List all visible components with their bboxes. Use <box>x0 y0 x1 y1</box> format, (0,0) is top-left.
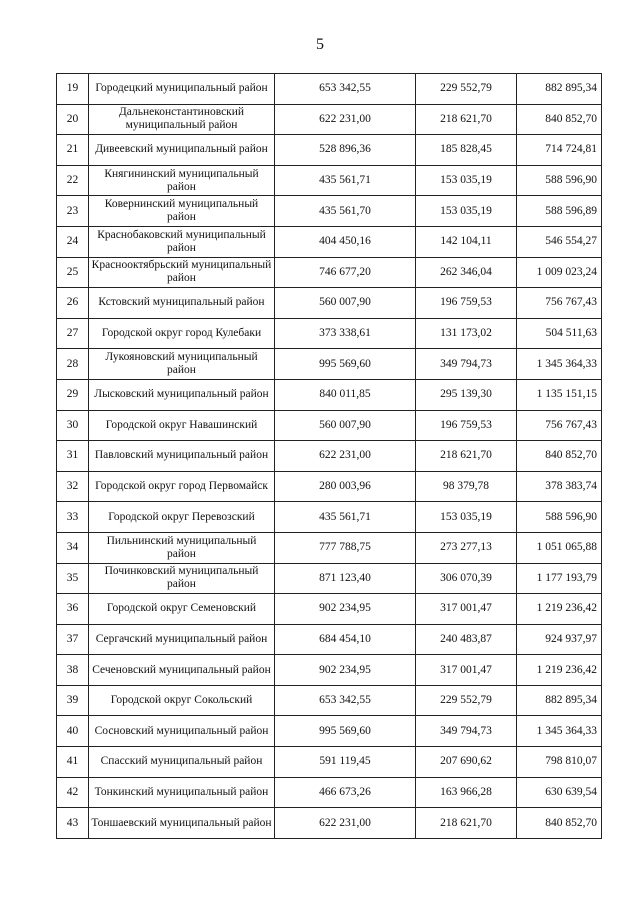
row-number-cell: 40 <box>57 716 89 747</box>
row-number-cell: 19 <box>57 74 89 105</box>
municipality-name-cell: Починковский муниципальный район <box>89 563 275 594</box>
amount-1-cell: 746 677,20 <box>275 257 416 288</box>
amount-2-cell: 306 070,39 <box>416 563 517 594</box>
amount-2-cell: 229 552,79 <box>416 685 517 716</box>
municipality-name-cell: Краснобаковский муниципальный район <box>89 226 275 257</box>
municipality-name-cell: Тоншаевский муниципальный район <box>89 808 275 839</box>
table-row <box>57 471 602 502</box>
municipality-name-cell: Сеченовский муниципальный район <box>89 655 275 686</box>
table-row <box>57 532 602 563</box>
amount-1-cell: 591 119,45 <box>275 747 416 778</box>
amount-1-cell: 684 454,10 <box>275 624 416 655</box>
total-amount-cell: 588 596,90 <box>517 502 602 533</box>
municipality-name-cell: Княгининский муниципальный район <box>89 165 275 196</box>
table-row <box>57 288 602 319</box>
total-amount-cell: 1 345 364,33 <box>517 716 602 747</box>
row-number-cell: 23 <box>57 196 89 227</box>
amount-2-cell: 349 794,73 <box>416 349 517 380</box>
total-amount-cell: 546 554,27 <box>517 226 602 257</box>
amount-2-cell: 131 173,02 <box>416 318 517 349</box>
amount-2-cell: 153 035,19 <box>416 196 517 227</box>
table-row <box>57 257 602 288</box>
amount-2-cell: 273 277,13 <box>416 532 517 563</box>
municipality-name-cell: Городской округ Навашинский <box>89 410 275 441</box>
municipality-name-cell: Спасский муниципальный район <box>89 747 275 778</box>
amount-2-cell: 317 001,47 <box>416 655 517 686</box>
row-number-cell: 39 <box>57 685 89 716</box>
total-amount-cell: 1 009 023,24 <box>517 257 602 288</box>
row-number-cell: 21 <box>57 135 89 166</box>
total-amount-cell: 840 852,70 <box>517 441 602 472</box>
allocation-table <box>56 73 602 839</box>
total-amount-cell: 882 895,34 <box>517 74 602 105</box>
amount-2-cell: 185 828,45 <box>416 135 517 166</box>
row-number-cell: 33 <box>57 502 89 533</box>
total-amount-cell: 1 219 236,42 <box>517 594 602 625</box>
row-number-cell: 38 <box>57 655 89 686</box>
amount-2-cell: 295 139,30 <box>416 379 517 410</box>
municipality-name-cell: Сергачский муниципальный район <box>89 624 275 655</box>
amount-1-cell: 840 011,85 <box>275 379 416 410</box>
total-amount-cell: 714 724,81 <box>517 135 602 166</box>
municipality-name-cell: Городской округ Семеновский <box>89 594 275 625</box>
total-amount-cell: 756 767,43 <box>517 410 602 441</box>
table-row <box>57 624 602 655</box>
table-row <box>57 104 602 135</box>
row-number-cell: 26 <box>57 288 89 319</box>
amount-1-cell: 373 338,61 <box>275 318 416 349</box>
table-row <box>57 655 602 686</box>
municipality-name-cell: Городской округ Сокольский <box>89 685 275 716</box>
table-row <box>57 441 602 472</box>
table-row <box>57 135 602 166</box>
total-amount-cell: 588 596,90 <box>517 165 602 196</box>
amount-2-cell: 98 379,78 <box>416 471 517 502</box>
amount-1-cell: 435 561,71 <box>275 502 416 533</box>
municipality-name-cell: Краснооктябрьский муниципальный район <box>89 257 275 288</box>
total-amount-cell: 1 219 236,42 <box>517 655 602 686</box>
row-number-cell: 27 <box>57 318 89 349</box>
municipality-name-cell: Пильнинский муниципальный район <box>89 532 275 563</box>
total-amount-cell: 1 177 193,79 <box>517 563 602 594</box>
amount-2-cell: 317 001,47 <box>416 594 517 625</box>
row-number-cell: 25 <box>57 257 89 288</box>
amount-1-cell: 435 561,71 <box>275 165 416 196</box>
municipality-name-cell: Городецкий муниципальный район <box>89 74 275 105</box>
amount-1-cell: 560 007,90 <box>275 410 416 441</box>
table-row <box>57 747 602 778</box>
amount-1-cell: 622 231,00 <box>275 104 416 135</box>
amount-1-cell: 871 123,40 <box>275 563 416 594</box>
amount-1-cell: 435 561,70 <box>275 196 416 227</box>
amount-1-cell: 995 569,60 <box>275 349 416 380</box>
amount-2-cell: 229 552,79 <box>416 74 517 105</box>
total-amount-cell: 840 852,70 <box>517 104 602 135</box>
row-number-cell: 34 <box>57 532 89 563</box>
row-number-cell: 37 <box>57 624 89 655</box>
amount-1-cell: 653 342,55 <box>275 74 416 105</box>
amount-1-cell: 622 231,00 <box>275 441 416 472</box>
total-amount-cell: 840 852,70 <box>517 808 602 839</box>
table-row <box>57 563 602 594</box>
amount-2-cell: 196 759,53 <box>416 288 517 319</box>
total-amount-cell: 882 895,34 <box>517 685 602 716</box>
amount-1-cell: 902 234,95 <box>275 655 416 686</box>
total-amount-cell: 798 810,07 <box>517 747 602 778</box>
amount-1-cell: 653 342,55 <box>275 685 416 716</box>
amount-2-cell: 142 104,11 <box>416 226 517 257</box>
amount-1-cell: 995 569,60 <box>275 716 416 747</box>
municipality-name-cell: Дальнеконстантиновский муниципальный район <box>89 104 275 135</box>
row-number-cell: 31 <box>57 441 89 472</box>
total-amount-cell: 630 639,54 <box>517 777 602 808</box>
table-body <box>57 74 602 839</box>
municipality-name-cell: Городской округ город Кулебаки <box>89 318 275 349</box>
municipality-name-cell: Сосновский муниципальный район <box>89 716 275 747</box>
table-row <box>57 74 602 105</box>
table-row <box>57 777 602 808</box>
table-row <box>57 165 602 196</box>
amount-1-cell: 902 234,95 <box>275 594 416 625</box>
table-row <box>57 716 602 747</box>
total-amount-cell: 1 345 364,33 <box>517 349 602 380</box>
municipality-name-cell: Городской округ Перевозский <box>89 502 275 533</box>
total-amount-cell: 588 596,89 <box>517 196 602 227</box>
amount-2-cell: 153 035,19 <box>416 502 517 533</box>
municipality-name-cell: Павловский муниципальный район <box>89 441 275 472</box>
total-amount-cell: 756 767,43 <box>517 288 602 319</box>
table-row <box>57 594 602 625</box>
municipality-name-cell: Тонкинский муниципальный район <box>89 777 275 808</box>
table-row <box>57 196 602 227</box>
row-number-cell: 22 <box>57 165 89 196</box>
table-row <box>57 318 602 349</box>
amount-1-cell: 560 007,90 <box>275 288 416 319</box>
amount-1-cell: 622 231,00 <box>275 808 416 839</box>
amount-1-cell: 777 788,75 <box>275 532 416 563</box>
page-number: 5 <box>316 36 324 53</box>
row-number-cell: 36 <box>57 594 89 625</box>
row-number-cell: 42 <box>57 777 89 808</box>
table-row <box>57 379 602 410</box>
table-row <box>57 502 602 533</box>
amount-1-cell: 404 450,16 <box>275 226 416 257</box>
total-amount-cell: 378 383,74 <box>517 471 602 502</box>
amount-2-cell: 349 794,73 <box>416 716 517 747</box>
amount-2-cell: 207 690,62 <box>416 747 517 778</box>
row-number-cell: 35 <box>57 563 89 594</box>
amount-2-cell: 240 483,87 <box>416 624 517 655</box>
row-number-cell: 32 <box>57 471 89 502</box>
table-row <box>57 808 602 839</box>
row-number-cell: 20 <box>57 104 89 135</box>
municipality-name-cell: Дивеевский муниципальный район <box>89 135 275 166</box>
total-amount-cell: 924 937,97 <box>517 624 602 655</box>
municipality-name-cell: Лысковский муниципальный район <box>89 379 275 410</box>
amount-2-cell: 262 346,04 <box>416 257 517 288</box>
table-row <box>57 349 602 380</box>
amount-2-cell: 196 759,53 <box>416 410 517 441</box>
amount-1-cell: 466 673,26 <box>275 777 416 808</box>
total-amount-cell: 504 511,63 <box>517 318 602 349</box>
municipality-name-cell: Городской округ город Первомайск <box>89 471 275 502</box>
amount-2-cell: 153 035,19 <box>416 165 517 196</box>
municipality-name-cell: Кстовский муниципальный район <box>89 288 275 319</box>
row-number-cell: 28 <box>57 349 89 380</box>
table-row <box>57 410 602 441</box>
amount-1-cell: 528 896,36 <box>275 135 416 166</box>
municipality-name-cell: Лукояновский муниципальный район <box>89 349 275 380</box>
row-number-cell: 30 <box>57 410 89 441</box>
total-amount-cell: 1 135 151,15 <box>517 379 602 410</box>
table-row <box>57 685 602 716</box>
row-number-cell: 29 <box>57 379 89 410</box>
row-number-cell: 24 <box>57 226 89 257</box>
amount-2-cell: 218 621,70 <box>416 808 517 839</box>
amount-1-cell: 280 003,96 <box>275 471 416 502</box>
amount-2-cell: 218 621,70 <box>416 104 517 135</box>
total-amount-cell: 1 051 065,88 <box>517 532 602 563</box>
municipality-name-cell: Ковернинский муниципальный район <box>89 196 275 227</box>
row-number-cell: 43 <box>57 808 89 839</box>
amount-2-cell: 163 966,28 <box>416 777 517 808</box>
amount-2-cell: 218 621,70 <box>416 441 517 472</box>
row-number-cell: 41 <box>57 747 89 778</box>
table-row <box>57 226 602 257</box>
